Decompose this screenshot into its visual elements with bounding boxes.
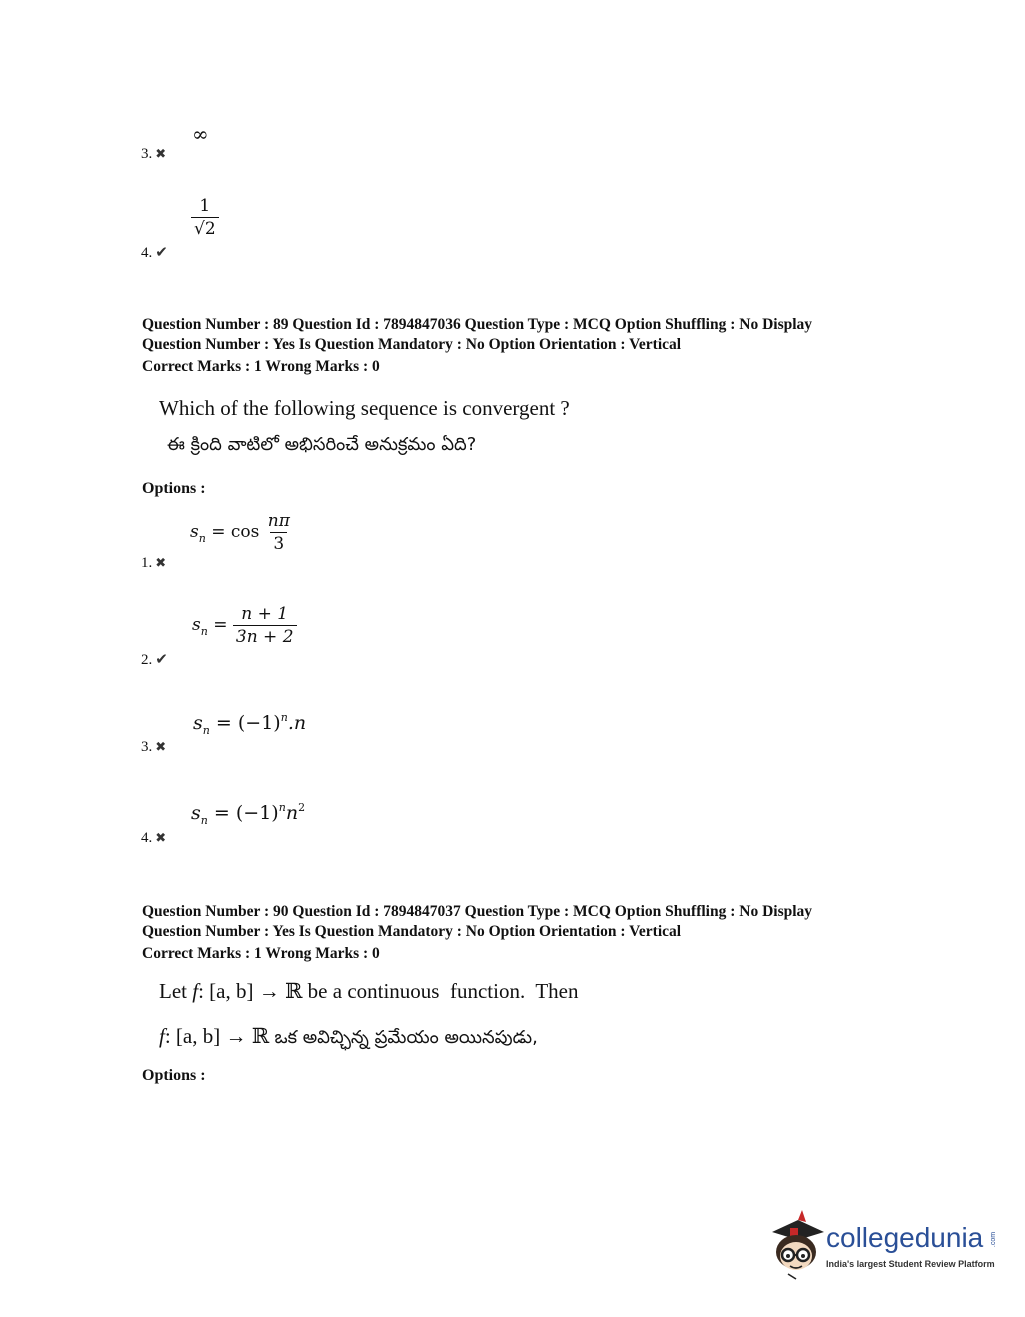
option-number: 3. (141, 146, 153, 162)
q90-meta-line3: Correct Marks : 1 Wrong Marks : 0 (142, 945, 380, 962)
logo-com: .com (990, 1231, 998, 1248)
option-3-value: ∞ (192, 122, 209, 146)
option-number: 3. (141, 739, 153, 755)
cross-mark-icon: ✖ (155, 146, 167, 161)
q90-question-telugu: f: [a, b] → ℝ ఒక అవిచ్ఛిన్న ప్రమేయం అయినపుడు, (159, 1024, 538, 1048)
q90-question-english: Let f: [a, b] → ℝ be a continuous function. Then (159, 979, 579, 1003)
option-number: 1. (141, 555, 153, 571)
check-mark-icon: ✔ (155, 652, 168, 668)
fraction-numerator: nπ (267, 511, 290, 531)
q89-question-english: Which of the following sequence is convergent ? (159, 396, 570, 420)
q89-meta-line1: Question Number : 89 Question Id : 7894847036 Question Type : MCQ Option Shuffling : No Display (142, 316, 813, 333)
q90-meta (142, 902, 812, 964)
cross-mark-icon: ✖ (155, 739, 167, 754)
q90-options-label: Options : (142, 1067, 206, 1084)
q89-options-label: Options : (142, 480, 206, 497)
q90-meta-line1: Question Number : 90 Question Id : 7894847037 Question Type : MCQ Option Shuffling : No Display (142, 903, 813, 920)
logo-tagline: India's largest Student Review Platform (826, 1259, 995, 1269)
fraction-numerator: n + 1 (241, 604, 289, 624)
fraction-denominator: 3n + 2 (233, 625, 297, 648)
q89-question-telugu: ఈ క్రింది వాటిలో అభిసరించే అనుక్రమం ఏది? (167, 434, 477, 455)
q90-meta-line2: Question Number : Yes Is Question Mandatory : No Option Orientation : Vertical (142, 922, 682, 940)
option-number: 4. (141, 830, 153, 846)
check-mark-icon: ✔ (155, 245, 168, 261)
q89-option-1-label (141, 554, 166, 572)
logo-wordmark: collegedunia (826, 1222, 984, 1253)
cross-mark-icon: ✖ (155, 555, 167, 570)
option-number: 4. (141, 245, 153, 261)
q89-meta-line3: Correct Marks : 1 Wrong Marks : 0 (142, 358, 380, 375)
q89-option-3-formula: $s_n = (-1)^n.n$ (193, 711, 307, 737)
student-mascot-icon (768, 1210, 826, 1282)
q89-option-4-label (141, 829, 166, 847)
q89-option-3-label (141, 738, 166, 756)
fraction-denominator: 3 (270, 532, 287, 555)
q89-option-1-formula: $s_n = \cos$ $\frac{n\pi}{3}$ (190, 510, 293, 555)
fraction-numerator: 1 (199, 196, 211, 216)
q89-meta-line2: Question Number : Yes Is Question Mandatory : No Option Orientation : Vertical (142, 335, 682, 353)
q89-option-4-formula: $s_n = (-1)^nn^2$ (191, 801, 306, 827)
option-4-value (191, 195, 219, 240)
q89-option-2-formula: $s_n$ = $\frac{n + 1}{3n + 2}$ (192, 603, 297, 648)
q89-meta (142, 315, 812, 377)
fraction-denominator: √2 (191, 217, 219, 240)
collegedunia-logo (768, 1210, 1008, 1285)
option-3-label (141, 145, 166, 163)
option-4-label (141, 243, 168, 262)
option-number: 2. (141, 652, 153, 668)
q89-option-2-label (141, 650, 168, 669)
cross-mark-icon: ✖ (155, 830, 167, 845)
